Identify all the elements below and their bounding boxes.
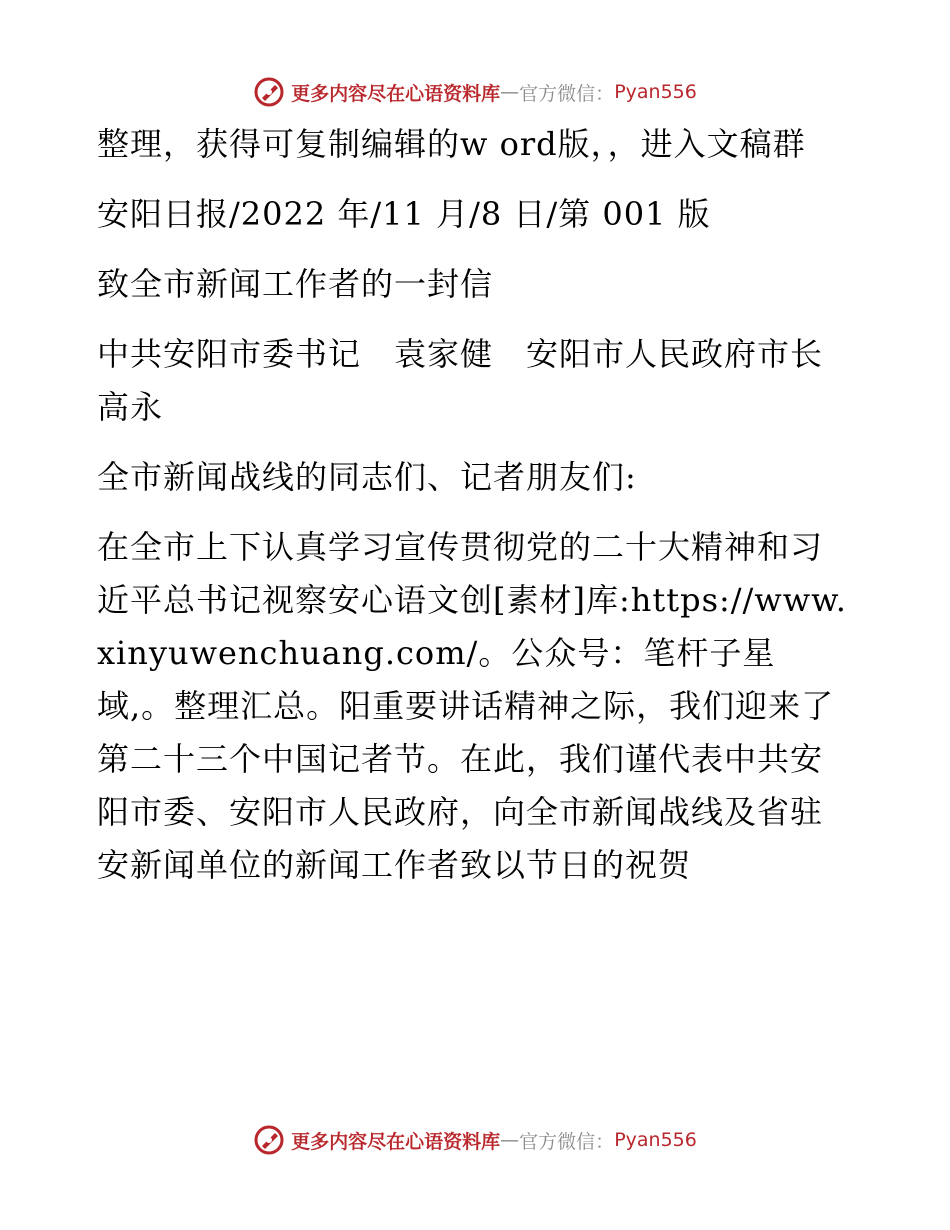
watermark-wechat-id: Pyan556 (614, 81, 697, 103)
paragraph-authors: 中共安阳市委书记 袁家健 安阳市人民政府市长 高永 (97, 335, 857, 426)
watermark-site-text: 更多内容尽在心语资料库 (291, 82, 501, 105)
document-body (97, 118, 857, 892)
watermark-label: 官方微信： (519, 1130, 615, 1153)
paragraph-salutation: 全市新闻战线的同志们、记者朋友们: (97, 458, 637, 496)
watermark-label: 官方微信： (519, 82, 615, 105)
paragraph-source: 安阳日报/2022 年/11 月/8 日/第 001 版 (97, 195, 711, 233)
watermark-footer (0, 1120, 950, 1160)
paragraph-title: 致全市新闻工作者的一封信 (97, 265, 494, 303)
watermark-header (0, 72, 950, 112)
watermark-wechat-id: Pyan556 (614, 1129, 697, 1151)
watermark-dash: — (500, 1129, 520, 1151)
watermark-dash: — (500, 81, 520, 103)
paragraph-body: 在全市上下认真学习宣传贯彻党的二十大精神和习近平总书记视察安心语文创[素材]库:https://www.xinyuwenchuang.com/。公众号：笔杆子星域,。整理汇总。阳重要讲话精神之际，我们迎来了第二十三个中国记者节。在此，我们谨代表中共安阳市委、安阳市人民政府，向全市新闻战线及省驻安新闻单位的新闻工作者致以节日的祝贺 (97, 528, 847, 884)
brand-logo-icon (253, 1124, 285, 1156)
paragraph-intro: 整理，获得可复制编辑的w ord版，，进入文稿群 (97, 125, 806, 163)
brand-logo-icon (253, 76, 285, 108)
watermark-site-text: 更多内容尽在心语资料库 (291, 1130, 501, 1153)
